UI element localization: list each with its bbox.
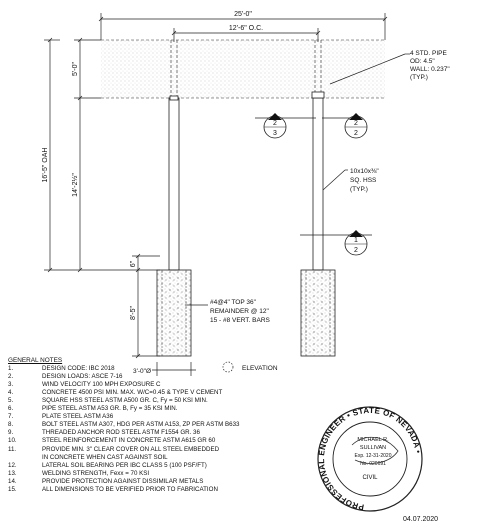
right-footing: [301, 270, 335, 356]
rebar-callout: #4@4" TOP 36" REMAINDER @ 12" 15 - #8 VERT. BARS: [210, 299, 270, 324]
svg-text:2: 2: [273, 120, 277, 127]
section-marker-middle-right: [300, 230, 372, 255]
seal-date: 04.07.2020: [403, 516, 439, 523]
seal-exp: Exp. 12-31-2020: [354, 453, 392, 459]
general-notes: [8, 357, 338, 494]
sign-cabinet: [101, 40, 385, 98]
hss-callout-leader: [323, 170, 348, 190]
note-item: [8, 454, 338, 462]
note-number: 10.: [8, 437, 17, 445]
note-item: [8, 381, 338, 389]
note-text: PROVIDE PROTECTION AGAINST DISSIMILAR METALS: [42, 477, 204, 485]
note-item: [8, 470, 338, 478]
footing-depth-dimension: [132, 254, 160, 358]
pipe-callout: 4 STD. PIPE OD: 4.5" WALL: 0.237" (TYP.): [410, 50, 450, 81]
note-number: 2.: [8, 373, 14, 381]
note-item: [8, 397, 338, 405]
note-text: CONCRETE 4500 PSI MIN. MAX. W/C=0.45 & TYPE V CEMENT: [42, 389, 223, 397]
pole-height-label: 14'-2½": [72, 173, 79, 197]
svg-text:2: 2: [354, 130, 358, 137]
note-item: [8, 486, 338, 494]
note-text: PROVIDE MIN. 3" CLEAR COVER ON ALL STEEL EMBEDDED: [42, 445, 220, 453]
note-number: 7.: [8, 413, 14, 421]
note-text: IN CONCRETE WHEN CAST AGAINST SOIL: [42, 453, 168, 461]
note-text: STEEL REINFORCEMENT IN CONCRETE ASTM A615 GR 60: [42, 437, 216, 445]
note-number: 15.: [8, 485, 17, 493]
general-notes-heading: GENERAL NOTES: [8, 357, 63, 364]
note-text: WIND VELOCITY 100 MPH EXPOSURE C: [42, 381, 161, 389]
left-pole: [169, 96, 179, 270]
footing-dia-label: 3'-0"Ø: [133, 368, 151, 375]
note-text: DESIGN LOADS: ASCE 7-16: [42, 373, 123, 381]
note-text: DESIGN CODE: IBC 2018: [42, 365, 115, 373]
note-item: [8, 478, 338, 486]
right-pole: [312, 92, 324, 270]
note-number: [8, 454, 42, 462]
note-number: 9.: [8, 429, 14, 437]
note-item: [8, 389, 338, 397]
note-number: 1.: [8, 365, 14, 373]
seal-discipline: CIVIL: [362, 475, 378, 481]
footing-top-label: 6": [130, 260, 137, 268]
note-text: WELDING STRENGTH, Fexx = 70 KSI: [42, 469, 150, 477]
footing-depth-label: 8'-5": [130, 306, 137, 320]
note-text: BOLT STEEL ASTM A307, HDG PER ASTM A153, ZP PER ASTM B633: [42, 421, 240, 429]
note-item: [8, 437, 338, 445]
hss-callout: 10x10x⅜" SQ. HSS (TYP.): [350, 168, 379, 193]
note-text: LATERAL SOIL BEARING PER IBC CLASS 5 (100 PSF/FT): [42, 461, 207, 469]
note-number: 12.: [8, 461, 17, 469]
note-number: 4.: [8, 389, 14, 397]
engineer-seal: [310, 405, 430, 515]
note-item: [8, 405, 338, 413]
note-item: [8, 446, 338, 454]
svg-text:PROFESSIONAL ENGINEER • STATE: PROFESSIONAL ENGINEER • STATE OF NEVADA •: [316, 405, 423, 512]
note-item: [8, 373, 338, 381]
note-item: [8, 421, 338, 429]
spacing-label: 12'-6" O.C.: [228, 25, 264, 32]
note-text: THREADED ANCHOR ROD STEEL ASTM F1554 GR. 36: [42, 429, 200, 437]
note-number: 11.: [8, 445, 17, 453]
note-number: 14.: [8, 477, 17, 485]
note-number: 13.: [8, 469, 17, 477]
general-notes-list: [8, 365, 338, 494]
seal-license: No. 020691: [360, 461, 386, 467]
svg-text:2: 2: [354, 120, 358, 127]
svg-text:1: 1: [354, 237, 358, 244]
section-marker-top-left: [255, 113, 316, 138]
oah-label: 16'-5" OAH: [42, 147, 49, 183]
note-text: SQUARE HSS STEEL ASTM A500 GR. C, Fy = 50 KSI MIN.: [42, 397, 208, 405]
note-item: [8, 413, 338, 421]
note-number: 3.: [8, 381, 14, 389]
svg-text:3: 3: [273, 130, 277, 137]
sign-height-label: 5'-0": [72, 62, 79, 76]
note-item: [8, 365, 338, 373]
svg-text:ELEVATION: ELEVATION: [242, 365, 278, 372]
note-number: 8.: [8, 421, 14, 429]
note-number: 6.: [8, 405, 14, 413]
note-text: ALL DIMENSIONS TO BE VERIFIED PRIOR TO FABRICATION: [42, 485, 218, 493]
note-number: 5.: [8, 397, 14, 405]
seal-surname: SULLIVAN: [359, 445, 387, 451]
left-footing: [157, 270, 191, 356]
note-item: [8, 429, 338, 437]
svg-text:2: 2: [354, 247, 358, 254]
note-item: [8, 462, 338, 470]
seal-name: MICHAEL R.: [357, 437, 389, 443]
note-text: PIPE STEEL ASTM A53 GR. B, Fy = 35 KSI MIN.: [42, 405, 178, 413]
overall-width-label: 25'-0": [234, 11, 252, 18]
note-text: PLATE STEEL ASTM A36: [42, 413, 114, 421]
section-marker-top-right: [322, 113, 367, 138]
